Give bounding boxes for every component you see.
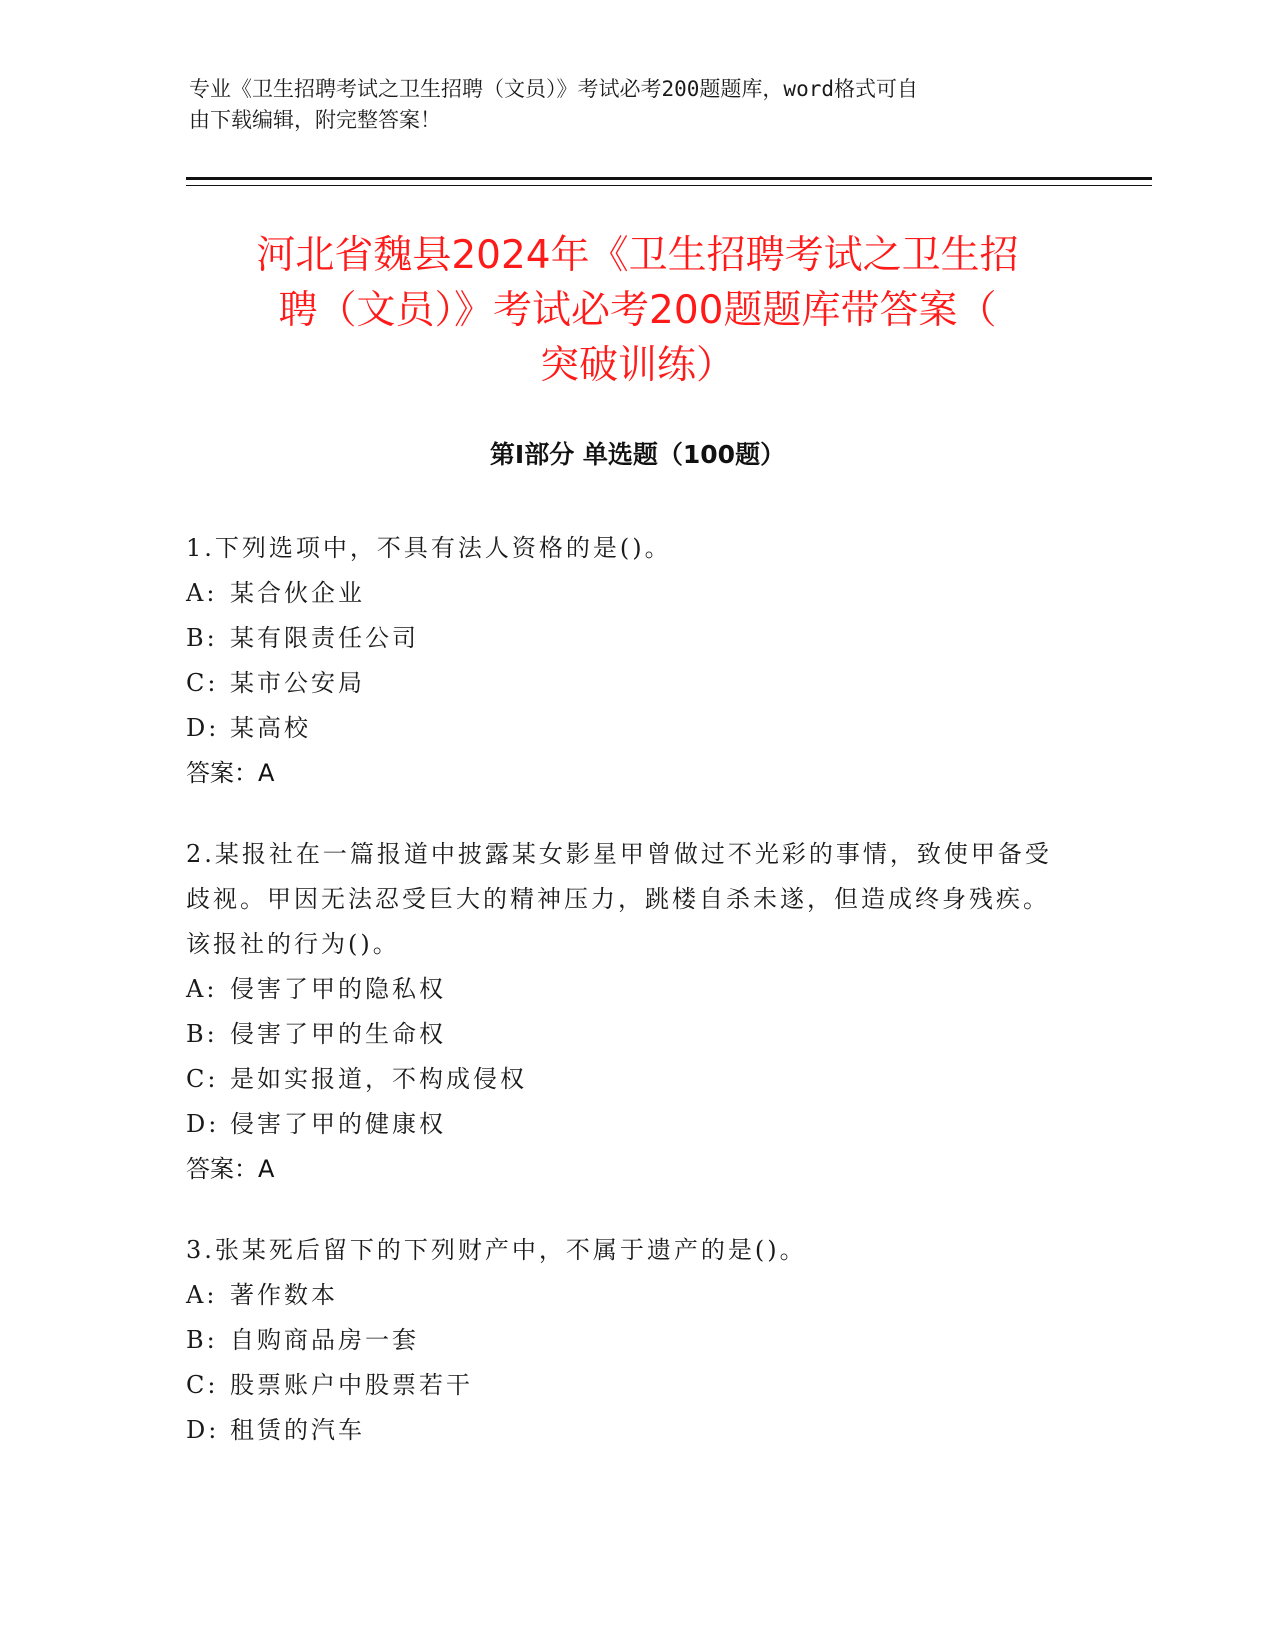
option-d (186, 1102, 1066, 1147)
option-text: 侵害了甲的生命权 (230, 1020, 446, 1048)
option-c (186, 1363, 1066, 1408)
header-rule-thin (186, 185, 1152, 186)
option-text: 侵害了甲的健康权 (230, 1110, 446, 1138)
option-key: B: (186, 624, 218, 652)
question-stem: 1.下列选项中，不具有法人资格的是()。 (186, 534, 672, 562)
answer-line: 答案：A (186, 759, 275, 787)
header-rule-thick (186, 177, 1152, 180)
document-title-line-2: 聘（文员）》考试必考200题题库带答案（ (278, 288, 997, 333)
header-note-line-2: 由下载编辑，附完整答案！ (189, 108, 441, 132)
option-d (186, 706, 1066, 751)
option-b (186, 1318, 1066, 1363)
option-text: 某高校 (230, 714, 311, 742)
header-note (189, 74, 1089, 136)
option-c (186, 1057, 1066, 1102)
option-text: 租赁的汽车 (230, 1416, 365, 1444)
option-c (186, 661, 1066, 706)
option-d (186, 1408, 1066, 1453)
option-key: A: (186, 975, 218, 1003)
section-heading: 第Ⅰ部分 单选题（100题） (489, 440, 786, 469)
question-3 (186, 1228, 1066, 1453)
question-stem: 3.张某死后留下的下列财产中，不属于遗产的是()。 (186, 1236, 807, 1264)
option-key: A: (186, 1281, 218, 1309)
option-key: C: (186, 669, 219, 697)
option-a (186, 967, 1066, 1012)
option-key: C: (186, 1371, 219, 1399)
option-key: C: (186, 1065, 219, 1093)
option-key: D: (186, 1416, 220, 1444)
option-b (186, 616, 1066, 661)
question-stem: 2.某报社在一篇报道中披露某女影星甲曾做过不光彩的事情，致使甲备受歧视。甲因无法忍受巨大的精神压力，跳楼自杀未遂，但造成终身残疾。该报社的行为()。 (186, 840, 1052, 958)
document-title (170, 228, 1105, 393)
question-2 (186, 832, 1066, 1192)
header-note-line-1: 专业《卫生招聘考试之卫生招聘（文员）》考试必考200题题库，word格式可自 (189, 77, 918, 101)
document-title-line-1: 河北省魏县2024年《卫生招聘考试之卫生招 (256, 233, 1019, 278)
answer-line: 答案：A (186, 1155, 275, 1183)
option-a (186, 571, 1066, 616)
option-text: 某有限责任公司 (230, 624, 419, 652)
option-key: A: (186, 579, 218, 607)
question-list (186, 526, 1066, 1489)
option-key: B: (186, 1020, 218, 1048)
option-key: B: (186, 1326, 218, 1354)
option-text: 侵害了甲的隐私权 (230, 975, 446, 1003)
option-text: 某合伙企业 (230, 579, 365, 607)
option-text: 是如实报道，不构成侵权 (230, 1065, 527, 1093)
option-text: 自购商品房一套 (230, 1326, 419, 1354)
option-b (186, 1012, 1066, 1057)
option-key: D: (186, 1110, 220, 1138)
question-1 (186, 526, 1066, 796)
option-text: 某市公安局 (230, 669, 365, 697)
option-text: 著作数本 (230, 1281, 338, 1309)
document-title-line-3: 突破训练） (539, 343, 735, 388)
option-key: D: (186, 714, 220, 742)
option-a (186, 1273, 1066, 1318)
option-text: 股票账户中股票若干 (230, 1371, 473, 1399)
